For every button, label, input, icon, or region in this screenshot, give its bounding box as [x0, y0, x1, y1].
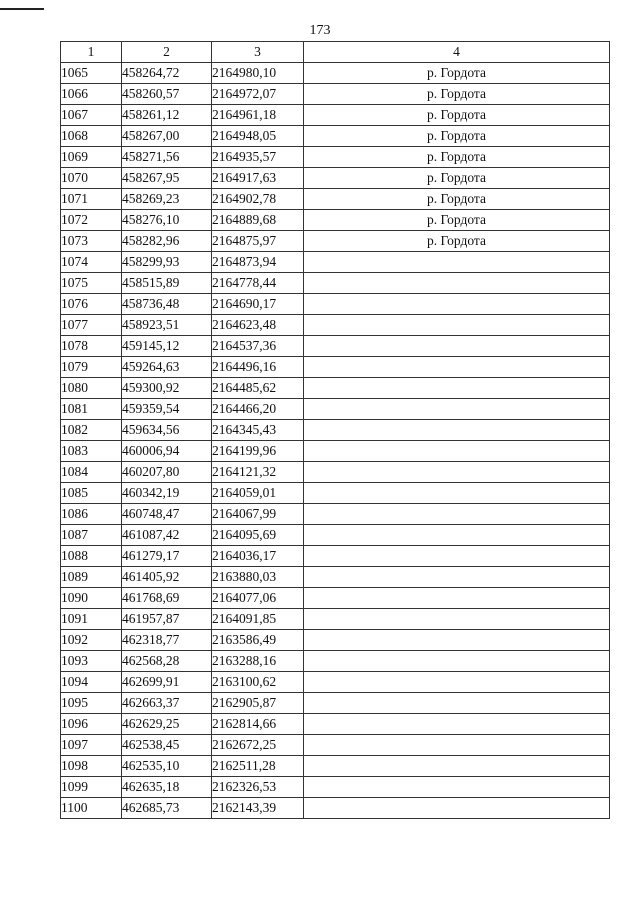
description-cell [304, 567, 610, 588]
description-cell [304, 420, 610, 441]
x-coordinate-cell: 462538,45 [122, 735, 212, 756]
table-row [61, 273, 610, 294]
description-cell [304, 252, 610, 273]
table-row [61, 567, 610, 588]
description-cell: р. Гордота [304, 231, 610, 252]
y-coordinate-cell: 2162814,66 [212, 714, 304, 735]
description-cell [304, 588, 610, 609]
description-cell [304, 357, 610, 378]
y-coordinate-cell: 2162672,25 [212, 735, 304, 756]
description-cell [304, 735, 610, 756]
table-row [61, 651, 610, 672]
y-coordinate-cell: 2164466,20 [212, 399, 304, 420]
x-coordinate-cell: 460006,94 [122, 441, 212, 462]
x-coordinate-cell: 461405,92 [122, 567, 212, 588]
x-coordinate-cell: 458267,95 [122, 168, 212, 189]
point-number-cell: 1066 [61, 84, 122, 105]
description-cell: р. Гордота [304, 126, 610, 147]
y-coordinate-cell: 2164067,99 [212, 504, 304, 525]
x-coordinate-cell: 462629,25 [122, 714, 212, 735]
table-row [61, 672, 610, 693]
y-coordinate-cell: 2162905,87 [212, 693, 304, 714]
table-row [61, 609, 610, 630]
x-coordinate-cell: 459145,12 [122, 336, 212, 357]
x-coordinate-cell: 458260,57 [122, 84, 212, 105]
point-number-cell: 1092 [61, 630, 122, 651]
y-coordinate-cell: 2164199,96 [212, 441, 304, 462]
y-coordinate-cell: 2162143,39 [212, 798, 304, 819]
point-number-cell: 1096 [61, 714, 122, 735]
point-number-cell: 1094 [61, 672, 122, 693]
x-coordinate-cell: 458299,93 [122, 252, 212, 273]
point-number-cell: 1091 [61, 609, 122, 630]
point-number-cell: 1074 [61, 252, 122, 273]
y-coordinate-cell: 2163880,03 [212, 567, 304, 588]
table-row [61, 735, 610, 756]
description-cell [304, 651, 610, 672]
y-coordinate-cell: 2164917,63 [212, 168, 304, 189]
table-row [61, 84, 610, 105]
description-cell: р. Гордота [304, 84, 610, 105]
table-row [61, 294, 610, 315]
description-cell [304, 714, 610, 735]
description-cell [304, 462, 610, 483]
description-cell [304, 273, 610, 294]
x-coordinate-cell: 460342,19 [122, 483, 212, 504]
y-coordinate-cell: 2162326,53 [212, 777, 304, 798]
y-coordinate-cell: 2164095,69 [212, 525, 304, 546]
point-number-cell: 1079 [61, 357, 122, 378]
y-coordinate-cell: 2164935,57 [212, 147, 304, 168]
table-row [61, 63, 610, 84]
description-cell [304, 693, 610, 714]
point-number-cell: 1090 [61, 588, 122, 609]
table-row [61, 546, 610, 567]
point-number-cell: 1097 [61, 735, 122, 756]
description-cell [304, 609, 610, 630]
description-cell: р. Гордота [304, 189, 610, 210]
x-coordinate-cell: 461087,42 [122, 525, 212, 546]
point-number-cell: 1069 [61, 147, 122, 168]
column-header-3: 3 [212, 42, 304, 63]
point-number-cell: 1087 [61, 525, 122, 546]
y-coordinate-cell: 2164778,44 [212, 273, 304, 294]
description-cell: р. Гордота [304, 63, 610, 84]
table-row [61, 630, 610, 651]
description-cell [304, 672, 610, 693]
y-coordinate-cell: 2164948,05 [212, 126, 304, 147]
point-number-cell: 1076 [61, 294, 122, 315]
description-cell: р. Гордота [304, 210, 610, 231]
page-number: 173 [309, 23, 331, 38]
table-row [61, 756, 610, 777]
point-number-cell: 1088 [61, 546, 122, 567]
y-coordinate-cell: 2164121,32 [212, 462, 304, 483]
description-cell [304, 294, 610, 315]
x-coordinate-cell: 458261,12 [122, 105, 212, 126]
y-coordinate-cell: 2163100,62 [212, 672, 304, 693]
x-coordinate-cell: 460748,47 [122, 504, 212, 525]
point-number-cell: 1073 [61, 231, 122, 252]
table-header-row [61, 42, 610, 63]
table-row [61, 693, 610, 714]
description-cell [304, 315, 610, 336]
description-cell [304, 525, 610, 546]
y-coordinate-cell: 2164889,68 [212, 210, 304, 231]
y-coordinate-cell: 2164077,06 [212, 588, 304, 609]
table-row [61, 168, 610, 189]
table-row [61, 315, 610, 336]
y-coordinate-cell: 2164873,94 [212, 252, 304, 273]
y-coordinate-cell: 2164036,17 [212, 546, 304, 567]
point-number-cell: 1099 [61, 777, 122, 798]
x-coordinate-cell: 462318,77 [122, 630, 212, 651]
point-number-cell: 1081 [61, 399, 122, 420]
description-cell [304, 504, 610, 525]
x-coordinate-cell: 458267,00 [122, 126, 212, 147]
point-number-cell: 1093 [61, 651, 122, 672]
table-row [61, 336, 610, 357]
y-coordinate-cell: 2164485,62 [212, 378, 304, 399]
x-coordinate-cell: 458269,23 [122, 189, 212, 210]
x-coordinate-cell: 458276,10 [122, 210, 212, 231]
y-coordinate-cell: 2164972,07 [212, 84, 304, 105]
x-coordinate-cell: 462535,10 [122, 756, 212, 777]
y-coordinate-cell: 2163288,16 [212, 651, 304, 672]
x-coordinate-cell: 462685,73 [122, 798, 212, 819]
point-number-cell: 1084 [61, 462, 122, 483]
point-number-cell: 1085 [61, 483, 122, 504]
point-number-cell: 1083 [61, 441, 122, 462]
point-number-cell: 1080 [61, 378, 122, 399]
point-number-cell: 1067 [61, 105, 122, 126]
y-coordinate-cell: 2164902,78 [212, 189, 304, 210]
description-cell: р. Гордота [304, 168, 610, 189]
table-row [61, 210, 610, 231]
corner-mark [0, 8, 44, 10]
description-cell [304, 441, 610, 462]
y-coordinate-cell: 2164345,43 [212, 420, 304, 441]
point-number-cell: 1065 [61, 63, 122, 84]
y-coordinate-cell: 2164537,36 [212, 336, 304, 357]
description-cell: р. Гордота [304, 105, 610, 126]
column-header-2: 2 [122, 42, 212, 63]
description-cell [304, 336, 610, 357]
table-row [61, 504, 610, 525]
x-coordinate-cell: 459264,63 [122, 357, 212, 378]
y-coordinate-cell: 2164623,48 [212, 315, 304, 336]
x-coordinate-cell: 459359,54 [122, 399, 212, 420]
column-header-1: 1 [61, 42, 122, 63]
point-number-cell: 1077 [61, 315, 122, 336]
x-coordinate-cell: 458282,96 [122, 231, 212, 252]
description-cell [304, 399, 610, 420]
point-number-cell: 1095 [61, 693, 122, 714]
table-row [61, 588, 610, 609]
point-number-cell: 1078 [61, 336, 122, 357]
y-coordinate-cell: 2163586,49 [212, 630, 304, 651]
x-coordinate-cell: 462568,28 [122, 651, 212, 672]
table-row [61, 231, 610, 252]
point-number-cell: 1086 [61, 504, 122, 525]
point-number-cell: 1098 [61, 756, 122, 777]
table-row [61, 420, 610, 441]
table-row [61, 378, 610, 399]
point-number-cell: 1100 [61, 798, 122, 819]
description-cell [304, 798, 610, 819]
table-row [61, 777, 610, 798]
x-coordinate-cell: 458515,89 [122, 273, 212, 294]
table-row [61, 714, 610, 735]
description-cell: р. Гордота [304, 147, 610, 168]
y-coordinate-cell: 2164980,10 [212, 63, 304, 84]
x-coordinate-cell: 462699,91 [122, 672, 212, 693]
description-cell [304, 546, 610, 567]
table-row [61, 399, 610, 420]
coordinates-table [60, 41, 610, 819]
table-row [61, 462, 610, 483]
description-cell [304, 630, 610, 651]
point-number-cell: 1071 [61, 189, 122, 210]
y-coordinate-cell: 2164875,97 [212, 231, 304, 252]
table-row [61, 525, 610, 546]
y-coordinate-cell: 2164059,01 [212, 483, 304, 504]
column-header-4: 4 [304, 42, 610, 63]
x-coordinate-cell: 462635,18 [122, 777, 212, 798]
table-row [61, 357, 610, 378]
x-coordinate-cell: 459300,92 [122, 378, 212, 399]
table-row [61, 189, 610, 210]
table-body [61, 63, 610, 819]
point-number-cell: 1072 [61, 210, 122, 231]
table-row [61, 798, 610, 819]
x-coordinate-cell: 461768,69 [122, 588, 212, 609]
point-number-cell: 1075 [61, 273, 122, 294]
x-coordinate-cell: 458923,51 [122, 315, 212, 336]
x-coordinate-cell: 458271,56 [122, 147, 212, 168]
table-row [61, 483, 610, 504]
description-cell [304, 483, 610, 504]
point-number-cell: 1082 [61, 420, 122, 441]
x-coordinate-cell: 460207,80 [122, 462, 212, 483]
description-cell [304, 777, 610, 798]
point-number-cell: 1089 [61, 567, 122, 588]
table-row [61, 147, 610, 168]
table-row [61, 441, 610, 462]
x-coordinate-cell: 458264,72 [122, 63, 212, 84]
x-coordinate-cell: 461279,17 [122, 546, 212, 567]
x-coordinate-cell: 461957,87 [122, 609, 212, 630]
table-row [61, 126, 610, 147]
x-coordinate-cell: 459634,56 [122, 420, 212, 441]
table-row [61, 252, 610, 273]
table-row [61, 105, 610, 126]
y-coordinate-cell: 2164496,16 [212, 357, 304, 378]
y-coordinate-cell: 2162511,28 [212, 756, 304, 777]
x-coordinate-cell: 462663,37 [122, 693, 212, 714]
y-coordinate-cell: 2164961,18 [212, 105, 304, 126]
point-number-cell: 1068 [61, 126, 122, 147]
y-coordinate-cell: 2164091,85 [212, 609, 304, 630]
point-number-cell: 1070 [61, 168, 122, 189]
description-cell [304, 378, 610, 399]
description-cell [304, 756, 610, 777]
x-coordinate-cell: 458736,48 [122, 294, 212, 315]
y-coordinate-cell: 2164690,17 [212, 294, 304, 315]
